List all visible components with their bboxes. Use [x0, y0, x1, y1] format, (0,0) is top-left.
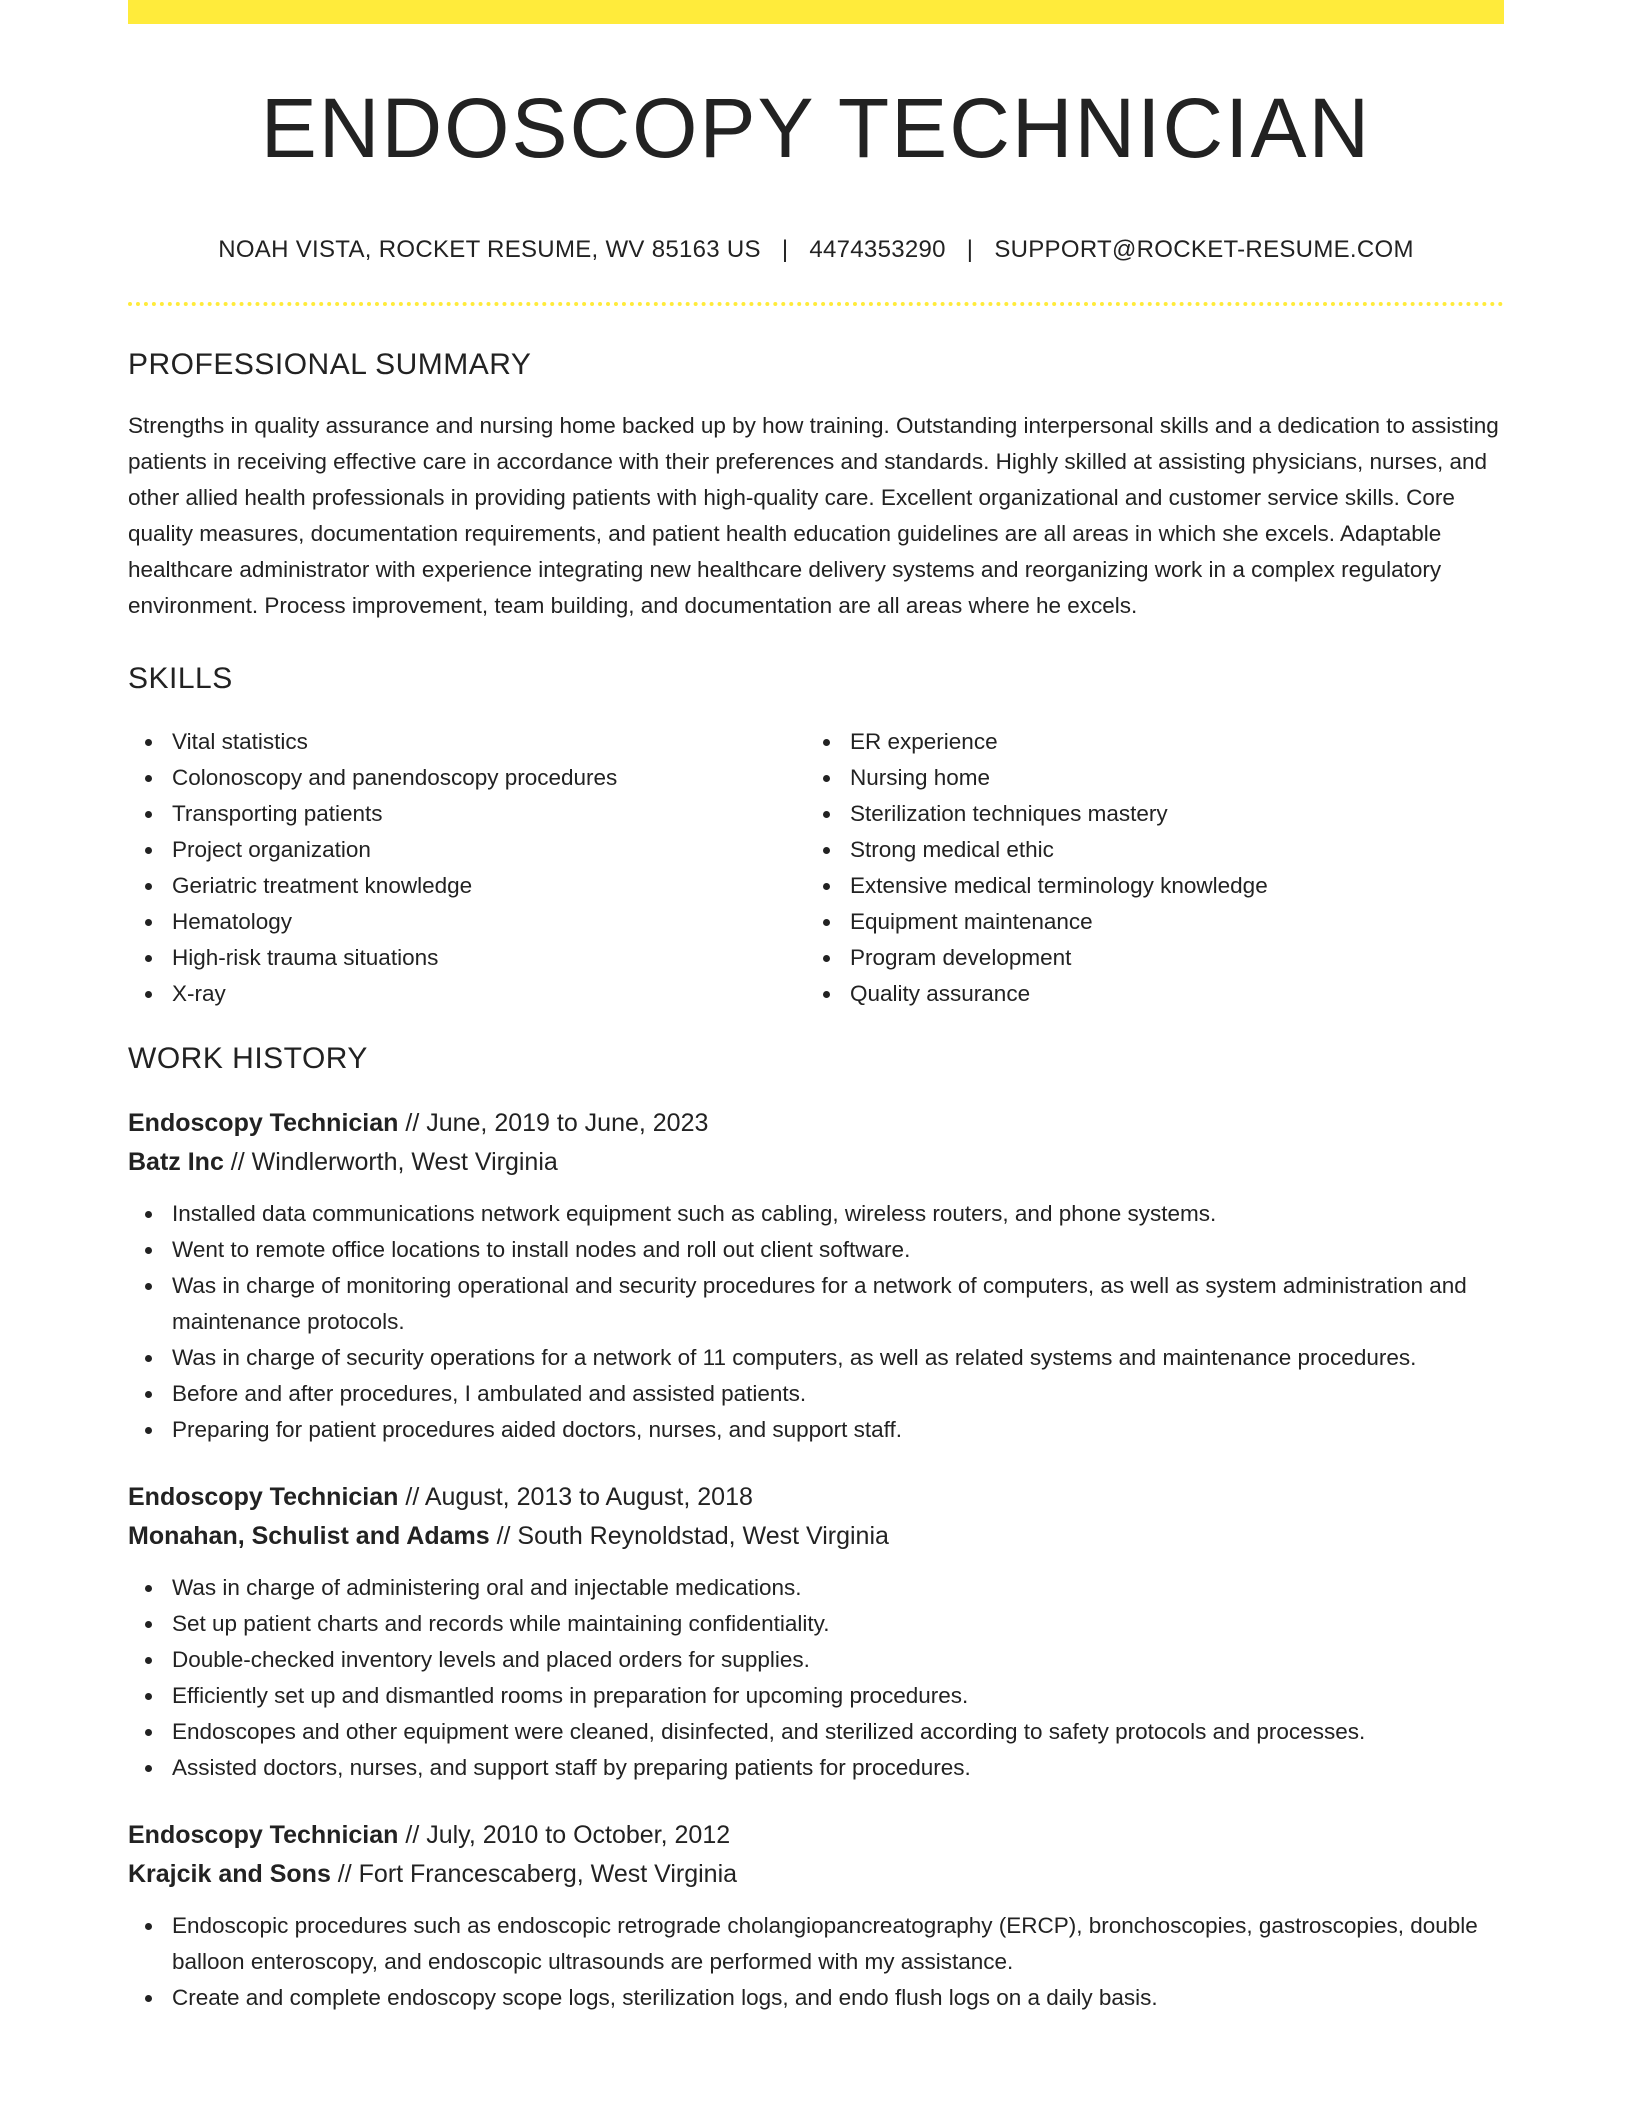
job-bullets	[128, 1196, 1504, 1448]
skill-item: Program development	[850, 940, 1498, 976]
job-location: // Fort Francescaberg, West Virginia	[330, 1860, 738, 1889]
skill-item: Equipment maintenance	[850, 904, 1498, 940]
skill-item: Nursing home	[850, 760, 1498, 796]
job-entry	[128, 1478, 1504, 1786]
job-bullet: Installed data communications network equipment such as cabling, wireless routers, and phone systems.	[172, 1196, 1504, 1232]
job-bullet: Double-checked inventory levels and placed orders for supplies.	[172, 1642, 1504, 1678]
job-dates: // July, 2010 to October, 2012	[398, 1821, 731, 1850]
job-bullet: Assisted doctors, nurses, and support staff by preparing patients for procedures.	[172, 1750, 1504, 1786]
job-company-line	[128, 1517, 1504, 1556]
job-title-line	[128, 1816, 1504, 1855]
skill-item: Sterilization techniques mastery	[850, 796, 1498, 832]
job-bullet: Went to remote office locations to install nodes and roll out client software.	[172, 1232, 1504, 1268]
job-company: Krajcik and Sons	[128, 1860, 331, 1889]
skills-column-left	[128, 724, 806, 1012]
skill-item: Strong medical ethic	[850, 832, 1498, 868]
summary-heading: PROFESSIONAL SUMMARY	[128, 348, 532, 382]
job-company: Monahan, Schulist and Adams	[128, 1522, 490, 1551]
job-company-line	[128, 1143, 1504, 1182]
job-dates: // June, 2019 to June, 2023	[398, 1109, 709, 1138]
resume-page	[128, 0, 1504, 2016]
accent-top-bar	[128, 0, 1504, 24]
job-bullet: Was in charge of monitoring operational and security procedures for a network of computers, as well as system administration and maintenance protocols.	[172, 1268, 1504, 1340]
job-bullet: Endoscopes and other equipment were cleaned, disinfected, and sterilized according to safety protocols and processes.	[172, 1714, 1504, 1750]
contact-separator: |	[966, 236, 974, 264]
job-entry	[128, 1816, 1504, 2016]
job-bullets	[128, 1570, 1504, 1786]
contact-address: NOAH VISTA, ROCKET RESUME, WV 85163 US	[218, 236, 761, 264]
contact-email: SUPPORT@ROCKET-RESUME.COM	[994, 236, 1414, 264]
dotted-divider	[128, 302, 1504, 306]
job-bullet: Set up patient charts and records while maintaining confidentiality.	[172, 1606, 1504, 1642]
job-location: // Windlerworth, West Virginia	[223, 1148, 558, 1177]
job-bullet: Efficiently set up and dismantled rooms in preparation for upcoming procedures.	[172, 1678, 1504, 1714]
contact-line	[128, 236, 1504, 264]
resume-title: ENDOSCOPY TECHNICIAN	[260, 81, 1372, 175]
job-location: // South Reynoldstad, West Virginia	[489, 1522, 889, 1551]
job-bullet: Was in charge of administering oral and injectable medications.	[172, 1570, 1504, 1606]
job-bullet: Before and after procedures, I ambulated and assisted patients.	[172, 1376, 1504, 1412]
skill-item: Project organization	[172, 832, 806, 868]
job-bullets	[128, 1908, 1504, 2016]
skill-item: Extensive medical terminology knowledge	[850, 868, 1498, 904]
job-title: Endoscopy Technician	[128, 1109, 399, 1138]
skills-list	[128, 724, 1504, 1012]
skill-item: Transporting patients	[172, 796, 806, 832]
summary-text: Strengths in quality assurance and nursing home backed up by how training. Outstanding interpersonal skills and a dedication to assisting patients in receiving effective care in accordance with their preferences and standards. Highly skilled at assisting physicians, nurses, and other allied health professionals in providing patients with high-quality care. Excellent organizational and customer service skills. Core quality measures, documentation requirements, and patient health education guidelines are all areas in which she excels. Adaptable healthcare administrator with experience integrating new healthcare delivery systems and reorganizing work in a complex regulatory environment. Process improvement, team building, and documentation are all areas where he excels.	[128, 413, 1499, 619]
skill-item: Quality assurance	[850, 976, 1498, 1012]
skills-heading: SKILLS	[128, 662, 233, 696]
contact-separator: |	[781, 236, 789, 264]
skill-item: Colonoscopy and panendoscopy procedures	[172, 760, 806, 796]
job-title: Endoscopy Technician	[128, 1483, 399, 1512]
job-title-line	[128, 1104, 1504, 1143]
skill-item: Geriatric treatment knowledge	[172, 868, 806, 904]
work-history-heading: WORK HISTORY	[128, 1042, 368, 1076]
skill-item: X-ray	[172, 976, 806, 1012]
job-bullet: Preparing for patient procedures aided doctors, nurses, and support staff.	[172, 1412, 1504, 1448]
skill-item: ER experience	[850, 724, 1498, 760]
job-company-line	[128, 1855, 1504, 1894]
job-bullet: Was in charge of security operations for a network of 11 computers, as well as related systems and maintenance procedures.	[172, 1340, 1504, 1376]
skill-item: Hematology	[172, 904, 806, 940]
job-dates: // August, 2013 to August, 2018	[398, 1483, 753, 1512]
job-bullet: Create and complete endoscopy scope logs, sterilization logs, and endo flush logs on a daily basis.	[172, 1980, 1504, 2016]
skill-item: High-risk trauma situations	[172, 940, 806, 976]
skill-item: Vital statistics	[172, 724, 806, 760]
job-company: Batz Inc	[128, 1148, 224, 1177]
job-entry	[128, 1104, 1504, 1448]
skills-column-right	[806, 724, 1498, 1012]
job-title: Endoscopy Technician	[128, 1821, 399, 1850]
contact-phone: 4474353290	[809, 236, 946, 264]
job-bullet: Endoscopic procedures such as endoscopic retrograde cholangiopancreatography (ERCP), bronchoscopies, gastroscopies, double balloon enteroscopy, and endoscopic ultrasounds are performed with my assistance.	[172, 1908, 1504, 1980]
job-title-line	[128, 1478, 1504, 1517]
